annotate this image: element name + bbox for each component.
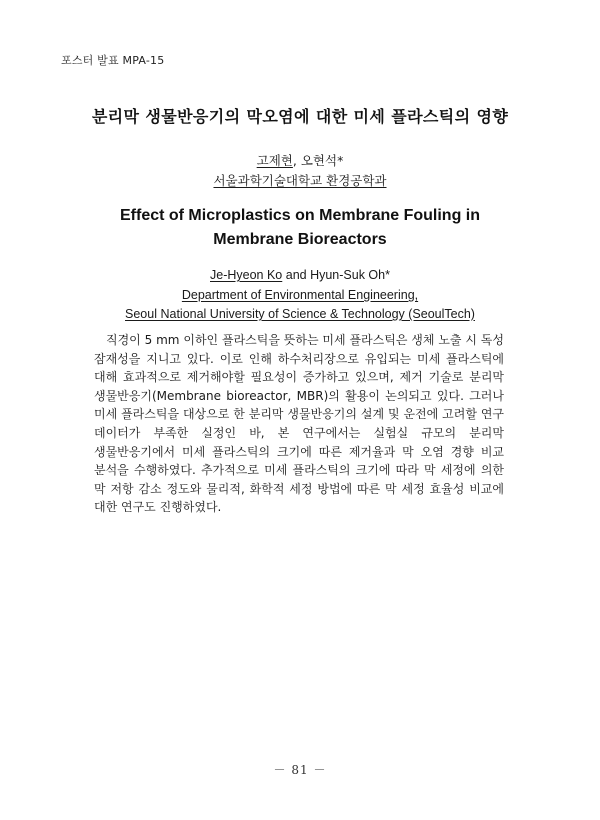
korean-first-author: 고제현 bbox=[256, 153, 293, 168]
english-author-separator: and bbox=[282, 268, 311, 282]
english-title: Effect of Microplastics on Membrane Fouling in Membrane Bioreactors bbox=[119, 207, 481, 248]
english-first-author: Je-Hyeon Ko bbox=[210, 268, 283, 282]
english-authors bbox=[0, 268, 600, 282]
page-number: － 81 － bbox=[273, 763, 327, 777]
abstract-body: 직경이 5 mm 이하인 플라스틱을 뜻하는 미세 플라스틱은 생체 노출 시 독성 잠재성을 지니고 있다. 이로 인해 하수처리장으로 유입되는 미세 플라스틱에 대해 효과적으로 제거해야할 필요성이 증가하고 있으며, 제거 기술로 분리막 생물반응기(Membrane bioreactor, MBR)의 활용이 논의되고 있다. 그러나 미세 플라스틱을 대상으로 한 분리막 생물반응기의 설계 및 운전에 고려할 연구 데이터가 부족한 실정인 바, 본 연구에서는 실험실 규모의 분리막 생물반응기에서 미세 플라스틱의 크기에 따른 제거율과 막 오염 경향 비교 분석을 수행하였다. 추가적으로 미세 플라스틱의 크기에 따라 막 세정에 의한 막 저항 감소 정도와 물리적, 화학적 세정 방법에 따른 막 세정 효율성 비교에 대한 연구도 진행하였다. bbox=[94, 333, 504, 515]
english-affiliation-line1 bbox=[0, 288, 600, 302]
english-affiliation-line2 bbox=[0, 307, 600, 321]
english-second-author: Hyun-Suk Oh* bbox=[310, 268, 390, 282]
korean-affiliation bbox=[0, 171, 600, 189]
english-affiliation-university: Seoul National University of Science & Technology (SeoulTech) bbox=[125, 307, 475, 321]
poster-session-tag: 포스터 발표 MPA-15 bbox=[61, 54, 165, 67]
english-affiliation-department: Department of Environmental Engineering, bbox=[181, 288, 419, 302]
korean-author-separator: , bbox=[292, 153, 297, 168]
korean-affiliation-text: 서울과학기술대학교 환경공학과 bbox=[213, 173, 387, 188]
korean-title: 분리막 생물반응기의 막오염에 대한 미세 플라스틱의 영향 bbox=[91, 107, 509, 126]
korean-authors bbox=[0, 151, 600, 169]
korean-second-author: 오현석* bbox=[296, 153, 344, 168]
